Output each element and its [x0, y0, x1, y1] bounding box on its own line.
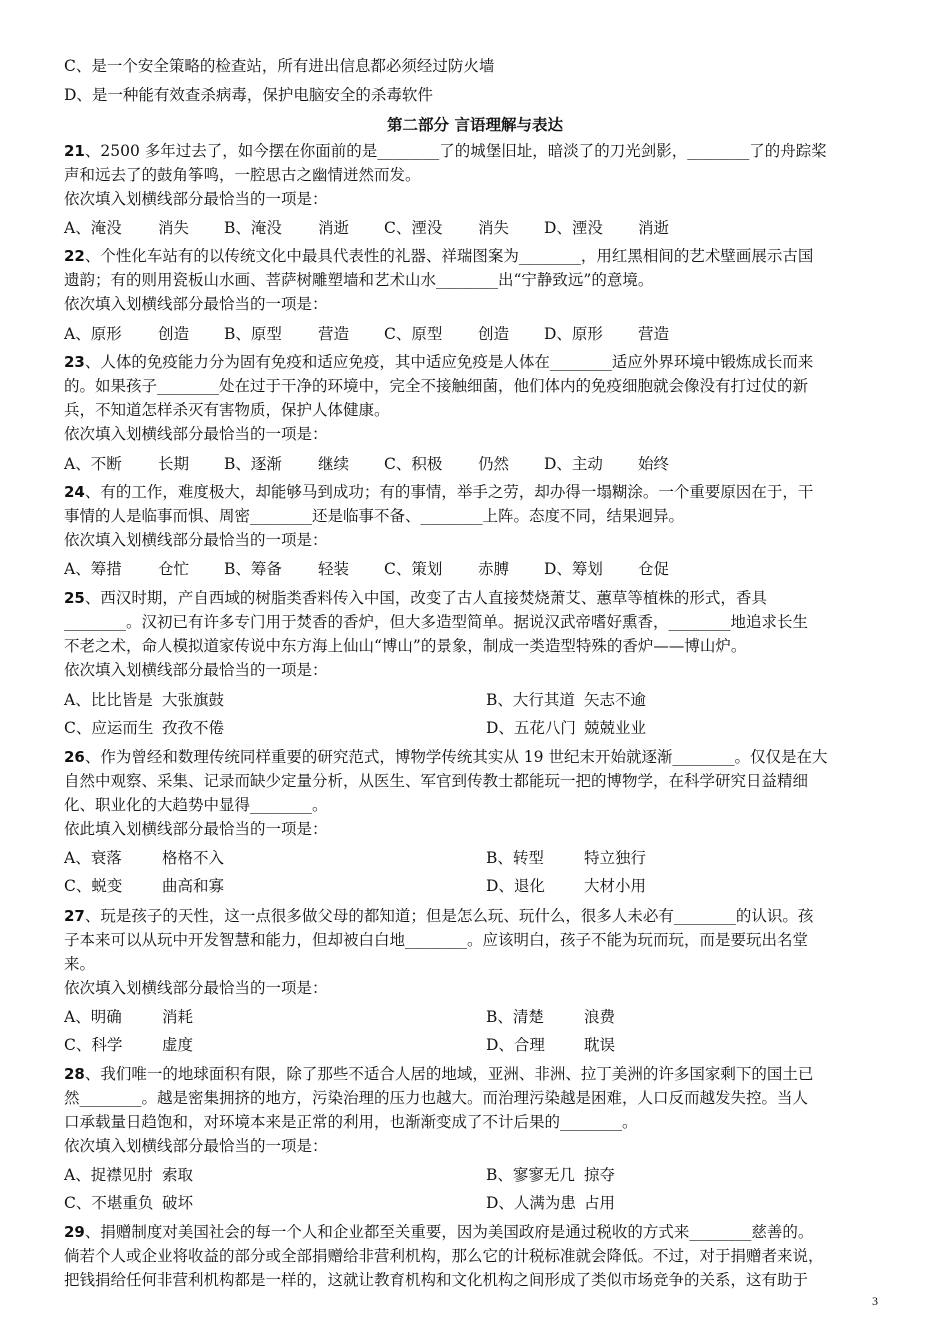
answer-option-second-word: 占用 [584, 1194, 616, 1212]
answer-option-second-word: 索取 [162, 1166, 194, 1184]
answer-option-second-word: 营造 [318, 325, 350, 343]
answer-option-label: D、主动 [544, 455, 603, 473]
question-text: 的。如果孩子________处在过于干净的环境中，完全不接触细菌，他们体内的免疫细胞就会像没有打过仗的新 [64, 377, 809, 395]
question-text-line [64, 1246, 884, 1266]
question-text: 兵，不知道怎样杀灭有害物质，保护人体健康。 [64, 401, 390, 419]
answer-option-label: D、合理 [486, 1036, 545, 1054]
question-text: 把钱捐给任何非营利机构都是一样的，这就让教育机构和文化机构之间形成了类似市场竞争的关系，这有助于 [64, 1271, 809, 1289]
question-text: 自然中观察、采集、记录而缺少定量分析，从医生、军官到传教士都能玩一把的博物学，在科学研究日益精细 [64, 772, 809, 790]
question-text-line [64, 530, 884, 550]
answer-option-label: A、筹措 [64, 560, 122, 578]
question-text: 、2500 多年过去了，如今摆在你面前的是________了的城堡旧址，暗淡了的刀光剑影，________了的舟踪桨 [84, 142, 827, 160]
answer-option-second-word: 耽误 [584, 1036, 616, 1054]
answer-option-second-word: 继续 [318, 455, 350, 473]
question-text: 、人体的免疫能力分为固有免疫和适应免疫，其中适应免疫是人体在________适应外界环境中锻炼成长而来 [84, 353, 814, 371]
question-stem [64, 352, 884, 372]
answer-option-label: B、原型 [224, 325, 282, 343]
answer-option-second-word: 仓忙 [158, 560, 190, 578]
answer-option-second-word: 兢兢业业 [584, 719, 647, 737]
answer-option-second-word: 掠夺 [584, 1166, 616, 1184]
answer-option-label: D、人满为患 [486, 1194, 576, 1212]
answer-option-label: D、筹划 [544, 560, 603, 578]
question-text: 不老之术，命人模拟道家传说中东方海上仙山“博山”的景象，制成一类造型特殊的香炉——博山炉。 [64, 637, 747, 655]
answer-option-second-word: 赤膊 [478, 560, 510, 578]
answer-option-second-word: 始终 [638, 455, 670, 473]
question-text: 、个性化车站有的以传统文化中最具代表性的礼器、祥瑞图案为________，用红黑相间的艺术壁画展示古国 [84, 247, 814, 265]
question-text-line [64, 506, 884, 526]
answer-option-second-word: 破坏 [162, 1194, 194, 1212]
question-text: 声和远去了的鼓角筝鸣，一腔思古之幽情迸然而发。 [64, 166, 421, 184]
answer-option-label: A、明确 [64, 1008, 122, 1026]
answer-option-second-word: 轻装 [318, 560, 350, 578]
question-text: 倘若个人或企业将收益的部分或全部捐赠给非营利机构，那么它的计税标准就会降低。不过，对于捐赠者来说， [64, 1247, 824, 1265]
answer-option-second-word: 虚度 [162, 1036, 194, 1054]
question-number: 26 [64, 748, 85, 766]
answer-option-second-word: 孜孜不倦 [162, 719, 225, 737]
answer-option-label: B、清楚 [486, 1008, 544, 1026]
answer-option-label: D、五花八门 [486, 719, 576, 737]
question-number: 29 [64, 1223, 85, 1241]
question-text-line [64, 660, 884, 680]
question-number: 23 [64, 353, 85, 371]
question-text: 来。 [64, 955, 96, 973]
question-text-line [64, 819, 884, 839]
question-text-line [64, 930, 884, 950]
question-text-line [64, 400, 884, 420]
answer-option-label: A、原形 [64, 325, 122, 343]
answer-option-label: C、策划 [384, 560, 443, 578]
answer-option-label: C、不堪重负 [64, 1194, 154, 1212]
answer-option-second-word: 创造 [478, 325, 510, 343]
question-text: 依次填入划横线部分最恰当的一项是： [64, 190, 328, 208]
answer-option-second-word: 消失 [478, 219, 510, 237]
answer-option-second-word: 仓促 [638, 560, 670, 578]
question-text-line [64, 978, 884, 998]
question-text: 依次填入划横线部分最恰当的一项是： [64, 1137, 328, 1155]
answer-option-label: D、退化 [486, 877, 545, 895]
answer-option-label: B、筹备 [224, 560, 282, 578]
answer-option-label: C、科学 [64, 1036, 123, 1054]
question-number: 24 [64, 483, 85, 501]
question-stem [64, 482, 884, 502]
question-text: 子本来可以从玩中开发智慧和能力，但却被白白地________。应该明白，孩子不能为玩而玩，而是要玩出名堂 [64, 931, 809, 949]
answer-option-label: D、湮没 [544, 219, 603, 237]
question-text-line [64, 376, 884, 396]
question-text: 、有的工作，难度极大，却能够马到成功；有的事情，举手之劳，却办得一塌糊涂。一个重要原因在于，干 [84, 483, 814, 501]
question-number: 27 [64, 907, 85, 925]
answer-option-label: C、积极 [384, 455, 443, 473]
answer-option-second-word: 浪费 [584, 1008, 616, 1026]
question-number: 28 [64, 1065, 85, 1083]
question-text: 、我们唯一的地球面积有限，除了那些不适合人居的地域，亚洲、非洲、拉丁美洲的许多国家剩下的国土已 [84, 1065, 814, 1083]
question-text: 遗韵；有的则用瓷板山水画、菩萨树雕塑墙和艺术山水________出“宁静致远”的意境。 [64, 271, 654, 289]
question-stem [64, 141, 884, 161]
answer-option-second-word: 长期 [158, 455, 190, 473]
answer-option-second-word: 曲高和寡 [162, 877, 225, 895]
question-text: 依次填入划横线部分最恰当的一项是： [64, 661, 328, 679]
question-stem [64, 246, 884, 266]
answer-option-label: C、原型 [384, 325, 443, 343]
question-text: 、西汉时期，产自西域的树脂类香料传入中国，改变了古人直接焚烧萧艾、蕙草等植株的形式，香具 [84, 589, 767, 607]
answer-option-second-word: 格格不入 [162, 849, 225, 867]
question-text: 依次填入划横线部分最恰当的一项是： [64, 531, 328, 549]
answer-option-label: A、比比皆是 [64, 691, 153, 709]
question-stem [64, 1222, 884, 1242]
question-text-line [64, 1112, 884, 1132]
answer-option-label: B、淹没 [224, 219, 282, 237]
question-text-line [64, 1136, 884, 1156]
section-title: 第二部分 言语理解与表达 [387, 116, 563, 134]
question-text-line [64, 270, 884, 290]
answer-option-label: C、蜕变 [64, 877, 123, 895]
answer-option-label: C、应运而生 [64, 719, 154, 737]
answer-option-label: B、寥寥无几 [486, 1166, 575, 1184]
answer-option-second-word: 消逝 [318, 219, 350, 237]
question-text: 依次填入划横线部分最恰当的一项是： [64, 979, 328, 997]
question-text: ________。汉初已有许多专门用于焚香的香炉，但大多造型简单。据说汉武帝嗜好熏香，________地追求长生 [64, 613, 809, 631]
intro-line: C、是一个安全策略的检查站，所有进出信息都必须经过防火墙 [64, 57, 495, 75]
question-stem [64, 588, 884, 608]
question-text-line [64, 612, 884, 632]
question-text-line [64, 424, 884, 444]
answer-option-second-word: 特立独行 [584, 849, 647, 867]
question-stem [64, 1064, 884, 1084]
answer-option-label: A、捉襟见肘 [64, 1166, 153, 1184]
answer-option-second-word: 矢志不逾 [584, 691, 647, 709]
answer-option-label: A、不断 [64, 455, 122, 473]
question-text: 口承载量日趋饱和，对环境本来是正常的利用，也渐渐变成了不计后果的________。 [64, 1113, 638, 1131]
question-text: 依次填入划横线部分最恰当的一项是： [64, 425, 328, 443]
question-text: 依此填入划横线部分最恰当的一项是： [64, 820, 328, 838]
question-stem [64, 747, 884, 767]
answer-option-second-word: 消逝 [638, 219, 670, 237]
question-text-line [64, 636, 884, 656]
question-text: 、捐赠制度对美国社会的每一个人和企业都至关重要，因为美国政府是通过税收的方式来________慈善的。 [84, 1223, 814, 1241]
question-number: 22 [64, 247, 85, 265]
answer-option-second-word: 创造 [158, 325, 190, 343]
answer-option-second-word: 消耗 [162, 1008, 194, 1026]
question-text: 、玩是孩子的天性，这一点很多做父母的都知道；但是怎么玩、玩什么，很多人未必有________的认识。孩 [84, 907, 814, 925]
question-number: 25 [64, 589, 85, 607]
answer-option-second-word: 仍然 [478, 455, 510, 473]
question-text: 事情的人是临事而惧、周密________还是临事不备、________上阵。态度不同，结果迥异。 [64, 507, 685, 525]
page-number: 3 [872, 1294, 878, 1308]
question-text-line [64, 954, 884, 974]
answer-option-label: D、原形 [544, 325, 603, 343]
question-text: 、作为曾经和数理传统同样重要的研究范式，博物学传统其实从 19 世纪末开始就逐渐________。仅仅是在大 [84, 748, 828, 766]
answer-option-second-word: 大张旗鼓 [162, 691, 225, 709]
answer-option-second-word: 消失 [158, 219, 190, 237]
answer-option-second-word: 大材小用 [584, 877, 647, 895]
intro-line: D、是一种能有效查杀病毒，保护电脑安全的杀毒软件 [64, 86, 433, 104]
question-text-line [64, 294, 884, 314]
answer-option-label: A、衰落 [64, 849, 122, 867]
answer-option-label: B、大行其道 [486, 691, 575, 709]
answer-option-label: A、淹没 [64, 219, 122, 237]
question-text-line [64, 1088, 884, 1108]
question-text: 化、职业化的大趋势中显得________。 [64, 796, 328, 814]
answer-option-label: C、湮没 [384, 219, 443, 237]
question-text-line [64, 771, 884, 791]
answer-option-label: B、转型 [486, 849, 544, 867]
question-number: 21 [64, 142, 85, 160]
question-text-line [64, 189, 884, 209]
question-stem [64, 906, 884, 926]
question-text-line [64, 795, 884, 815]
question-text-line [64, 1270, 884, 1290]
question-text: 然________。越是密集拥挤的地方，污染治理的压力也越大。而治理污染越是困难，人口反而越发失控。当人 [64, 1089, 809, 1107]
answer-option-second-word: 营造 [638, 325, 670, 343]
question-text-line [64, 165, 884, 185]
answer-option-label: B、逐渐 [224, 455, 282, 473]
question-text: 依次填入划横线部分最恰当的一项是： [64, 295, 328, 313]
